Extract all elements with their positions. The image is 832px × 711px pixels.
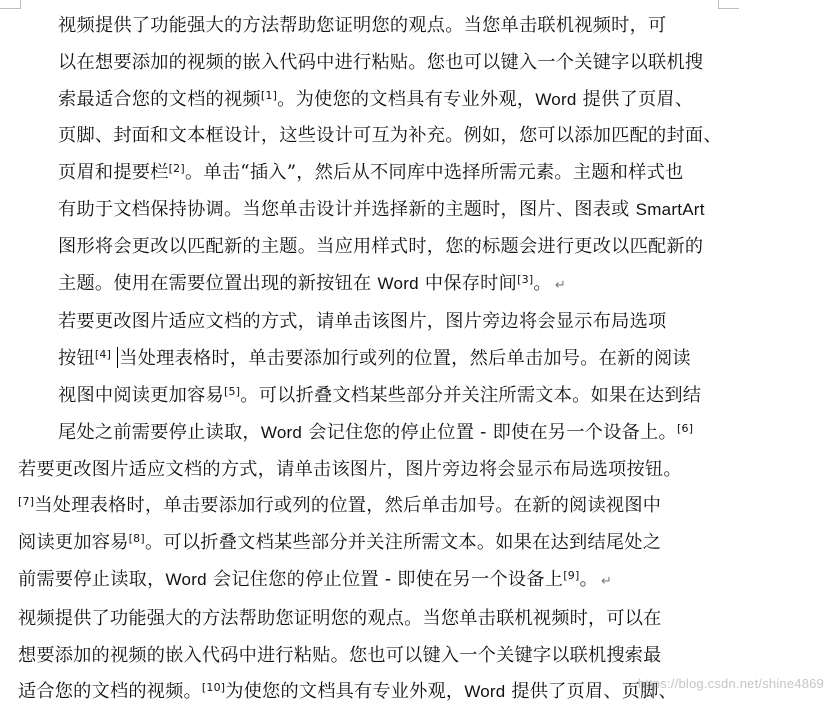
citation-8[interactable]: [8] [128, 532, 145, 546]
paragraph-line: 若要更改图片适应文档的方式，请单击该图片，图片旁边将会显示布局选项 [58, 311, 667, 333]
paragraph-line: 按钮[4] 当处理表格时，单击要添加行或列的位置，然后单击加号。在新的阅读 [58, 348, 691, 370]
citation-9[interactable]: [9] [563, 568, 580, 582]
paragraph-line: 图形将会更改以匹配新的主题。当应用样式时，您的标题会进行更改以匹配新的 [58, 235, 704, 257]
paragraph-line: 尾处之前需要停止读取，Word 会记住您的停止位置 - 即使在另一个设备上。[6] [58, 421, 694, 443]
watermark-url: https://blog.csdn.net/shine4869 [637, 676, 824, 691]
paragraph-line: 适合您的文档的视频。[10]为使您的文档具有专业外观，Word 提供了页眉、页脚、 [18, 681, 677, 703]
paragraph-line: 页眉和提要栏[2]。单击“插入”，然后从不同库中选择所需元素。主题和样式也 [58, 162, 684, 184]
paragraph-line: 前需要停止读取，Word 会记住您的停止位置 - 即使在另一个设备上[9]。 ↵ [18, 568, 613, 590]
paragraph-line: 有助于文档保持协调。当您单击设计并选择新的主题时，图片、图表或 SmartArt [58, 198, 705, 220]
citation-7[interactable]: [7] [18, 495, 35, 509]
word-label: Word [165, 569, 207, 589]
word-label: Word [260, 422, 303, 442]
word-label: Word [464, 682, 506, 702]
citation-4[interactable]: [4] [94, 348, 112, 362]
citation-2[interactable]: [2] [168, 162, 185, 176]
word-label: Word [535, 89, 577, 109]
word-label: Word [377, 273, 419, 293]
paragraph-line: 索最适合您的文档的视频[1]。为使您的文档具有专业外观，Word 提供了页眉、 [58, 88, 694, 110]
paragraph-mark-icon: ↵ [601, 573, 613, 589]
paragraph-line: 主题。使用在需要位置出现的新按钮在 Word 中保存时间[3]。 ↵ [58, 272, 567, 294]
paragraph-3[interactable] [18, 601, 712, 711]
paragraph-2[interactable] [18, 304, 712, 600]
citation-5[interactable]: [5] [223, 384, 241, 398]
paragraph-line: 想要添加的视频的嵌入代码中进行粘贴。您也可以键入一个关键字以联机搜索最 [18, 644, 662, 666]
citation-1[interactable]: [1] [260, 88, 278, 102]
paragraph-line: 视频提供了功能强大的方法帮助您证明您的观点。当您单击联机视频时，可 [58, 15, 667, 36]
paragraph-line: 视图中阅读更加容易[5]。可以折叠文档某些部分并关注所需文本。如果在达到结 [58, 384, 702, 406]
paragraph-line: 视频提供了功能强大的方法帮助您证明您的观点。当您单击联机视频时，可以在 [18, 607, 662, 629]
paragraph-1[interactable] [18, 8, 722, 304]
paragraph-line: 页脚、封面和文本框设计，这些设计可互为补充。例如，您可以添加匹配的封面、 [58, 125, 722, 147]
citation-10[interactable]: [10] [201, 681, 226, 695]
paragraph-line: 以在想要添加的视频的嵌入代码中进行粘贴。您也可以键入一个关键字以联机搜 [58, 51, 704, 73]
document-body[interactable] [18, 8, 722, 711]
paragraph-mark-icon: ↵ [554, 277, 567, 293]
citation-3[interactable]: [3] [517, 272, 534, 286]
top-right-margin-mark [718, 0, 739, 9]
paragraph-line: [7]当处理表格时，单击要添加行或列的位置，然后单击加号。在新的阅读视图中 [18, 495, 662, 517]
smartart-label: SmartArt [635, 199, 705, 219]
paragraph-line: 若要更改图片适应文档的方式，请单击该图片，图片旁边将会显示布局选项按钮。 [18, 458, 682, 480]
citation-6[interactable]: [6] [676, 421, 694, 435]
paragraph-line: 阅读更加容易[8]。可以折叠文档某些部分并关注所需文本。如果在达到结尾处之 [18, 532, 662, 554]
